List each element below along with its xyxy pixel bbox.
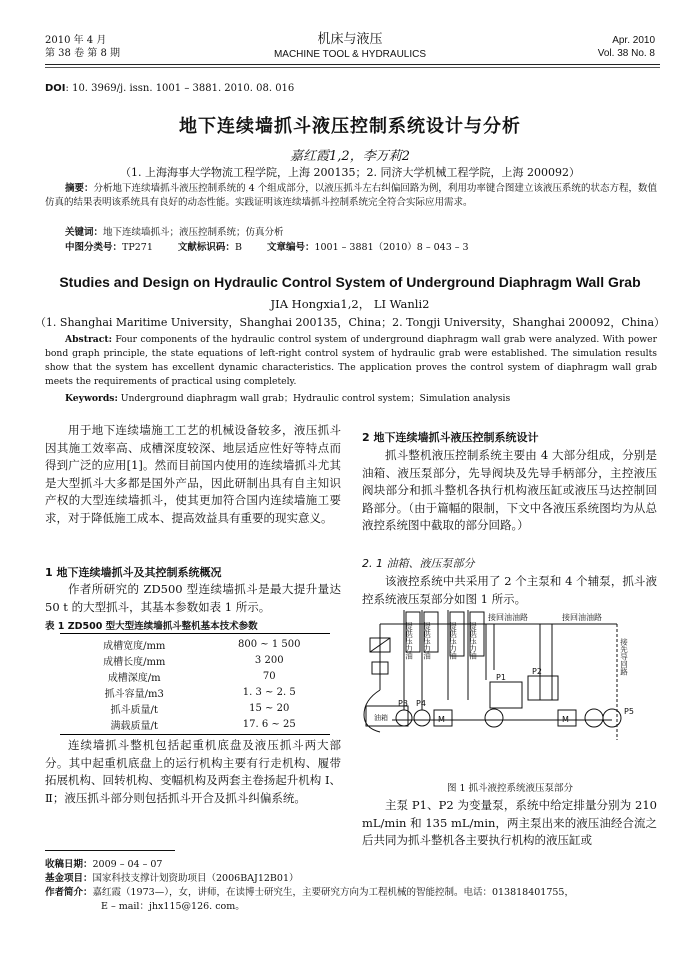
figure-1-caption: 图 1 抓斗液控系统液压泵部分 bbox=[446, 783, 574, 794]
footnote bbox=[45, 858, 660, 914]
table-cell-value: 15 ~ 20 bbox=[249, 702, 290, 714]
header-month-en: Apr. 2010 bbox=[612, 35, 655, 46]
received-label: 收稿日期： bbox=[45, 859, 93, 870]
fig-label-tank: 油箱 bbox=[374, 714, 388, 722]
abstract-en-text: Four components of the hydraulic control system of underground diaphragm wall grab were analyzed. With power bond graph principle, the state equations of left-right control system of hydraulic grab were established. The simulation results show that the system has excellent dynamic characteristics. The application proves the control system of diaphragm wall grab meets the requirements of practical using completely. bbox=[45, 334, 657, 387]
table-row bbox=[60, 716, 330, 732]
fig-label-supply-2: 提供压力油 bbox=[422, 622, 432, 660]
abstract-en-label: Abstract: bbox=[65, 334, 112, 345]
title-cn: 地下连续墙抓斗液压控制系统设计与分析 bbox=[179, 116, 521, 137]
table-row bbox=[60, 636, 330, 652]
header-volume-en: Vol. 38 No. 8 bbox=[597, 48, 655, 59]
affiliation-cn: （1. 上海海事大学物流工程学院，上海 200135；2. 同济大学机械工程学院，上海 200092） bbox=[120, 166, 580, 179]
header-date: 2010 年 4 月 bbox=[45, 35, 107, 46]
fig-label-return-2: 接回油油路 bbox=[562, 613, 602, 622]
table-cell-param: 抓斗质量/t bbox=[110, 704, 158, 716]
pump-p3-symbol bbox=[396, 710, 412, 726]
author-bio-label: 作者简介： bbox=[45, 887, 93, 898]
fig-label-p1: P1 bbox=[496, 673, 506, 682]
fig-label-p4: P4 bbox=[416, 699, 426, 708]
fig-motor-label-2: M bbox=[562, 715, 569, 724]
pump-p5-symbol bbox=[585, 709, 603, 727]
fig-label-pilot: 接先导回路 bbox=[619, 638, 629, 676]
abstract-cn-text: 分析地下连续墙抓斗液压控制系统的 4 个组成部分，以液压抓斗左右纠偏回路为例，利用功率键合图建立该液压系统的状态方程，数值仿真的结果表明该系统具有良好的动态性能。实践证明该连续墙抓斗控制系统完全符合实际应用需求。 bbox=[45, 183, 657, 208]
header-right bbox=[598, 34, 655, 60]
section-2-1-heading: 2. 1 油箱、液压泵部分 bbox=[362, 557, 475, 570]
left-para-3: 连续墙抓斗整机包括起重机底盘及液压抓斗两大部分。其中起重机底盘上的运行机构主要有行走机构、履带拓展机构、回转机构、变幅机构及两套主卷扬起升机构 Ⅰ、Ⅱ；液压抓斗部分则包括抓斗开合及抓斗纠偏系统。 bbox=[45, 738, 341, 805]
fig-label-supply-3: 提供压力油 bbox=[448, 622, 458, 660]
abstract-cn bbox=[45, 182, 657, 210]
article-no-value: 1001 – 3881（2010）8 – 043 – 3 bbox=[314, 242, 469, 253]
fig-label-return-1: 接回油油路 bbox=[488, 613, 528, 622]
fig-motor-label-1: M bbox=[438, 715, 445, 724]
pump-p1-symbol bbox=[485, 709, 503, 727]
fig-label-supply-4: 提供压力油 bbox=[468, 622, 478, 660]
pump-group-p1 bbox=[490, 682, 522, 708]
journal-name-en: MACHINE TOOL & HYDRAULICS bbox=[273, 49, 427, 60]
header-rule-thin bbox=[45, 67, 660, 68]
right-para-2: 该液控系统中共采用了 2 个主泵和 4 个辅泵，抓斗液控系统液压泵部分如图 1 所示。 bbox=[362, 574, 657, 606]
header-center bbox=[0, 32, 700, 61]
fund-label: 基金项目： bbox=[45, 873, 93, 884]
author-bio-text: 嘉红霞（1973—），女，讲师，在读博士研究生，主要研究方向为工程机械的智能控制。电话：013818401755， bbox=[92, 887, 574, 898]
right-para-1: 抓斗整机液压控制系统主要由 4 大部分组成，分别是油箱、液压泵部分，先导阀块及先导手柄部分，主控液压阀块部分和抓斗整机各执行机构液压缸或液压马达控制回路部分。（由于篇幅的限制，下文中各液压系统图均为从总液控系统图中截取的部分回路。） bbox=[362, 448, 657, 533]
received-line bbox=[45, 858, 660, 872]
keywords-cn bbox=[65, 226, 284, 240]
article-no-label: 文章编号： bbox=[266, 242, 315, 253]
table-cell-value: 17. 6 ~ 25 bbox=[242, 718, 296, 730]
header-volume: 第 38 卷 第 8 期 bbox=[45, 48, 120, 59]
keywords-cn-text: 地下连续墙抓斗；液压控制系统；仿真分析 bbox=[103, 227, 284, 238]
clc-value: TP271 bbox=[122, 242, 153, 253]
doi-label: DOI bbox=[45, 83, 66, 94]
table-cell-value: 1. 3 ~ 2. 5 bbox=[242, 686, 296, 698]
title-en: Studies and Design on Hydraulic Control System of Underground Diaphragm Wall Grab bbox=[59, 274, 641, 290]
abstract-en bbox=[45, 333, 657, 389]
section-2-heading: 2 地下连续墙抓斗液压控制系统设计 bbox=[362, 431, 539, 444]
left-para-2: 作者所研究的 ZD500 型连续墙抓斗是最大提升量达 50 t 的大型抓斗，其基本参数如表 1 所示。 bbox=[45, 582, 341, 614]
doi-value: : 10. 3969/j. issn. 1001 – 3881. 2010. 08. 016 bbox=[65, 83, 295, 94]
pump-group-p2 bbox=[528, 676, 558, 700]
pump-p4-symbol bbox=[414, 710, 430, 726]
fig-label-p2: P2 bbox=[532, 667, 542, 676]
received-date: 2009 – 04 – 07 bbox=[92, 859, 163, 870]
fund-text: 国家科技支撑计划资助项目（2006BAJ12B01） bbox=[92, 873, 299, 884]
table-row bbox=[60, 684, 330, 700]
table-cell-param: 抓斗容量/m3 bbox=[104, 688, 164, 700]
fig-label-p3: P3 bbox=[398, 699, 408, 708]
table-cell-param: 成槽深度/m bbox=[107, 672, 161, 684]
email-line: E – mail：jhx115@126. com。 bbox=[101, 901, 245, 912]
table-1 bbox=[60, 633, 330, 735]
table-cell-value: 3 200 bbox=[254, 654, 284, 666]
keywords-en-text: Underground diaphragm wall grab；Hydraulic control system；Simulation analysis bbox=[117, 393, 511, 404]
keywords-en-label: Keywords: bbox=[65, 393, 118, 404]
classification-line bbox=[65, 241, 469, 255]
fig-label-p5: P5 bbox=[624, 707, 634, 716]
keywords-cn-label: 关键词： bbox=[65, 227, 104, 238]
journal-name-cn: 机床与液压 bbox=[317, 32, 383, 47]
header-rule bbox=[45, 64, 660, 65]
left-para-1: 用于地下连续墙施工工艺的机械设备较多，液压抓斗因其施工效率高、成槽深度较深、地层适应性好等特点而得到广泛的应用[1]。然而目前国内使用的连续墙抓斗尤其是大型抓斗大多都是国外产品，因此研制出具有自主知识产权的大型连续墙抓斗，使其更加符合国内连续墙施工要求，对于降低施工成本、提高效益具有重要的现实意义。 bbox=[45, 423, 341, 525]
affiliation-en: （1. Shanghai Maritime University，Shanghai 200135，China；2. Tongji University，Shanghai 200092，China） bbox=[34, 316, 666, 329]
table-row bbox=[60, 652, 330, 668]
pump-p5b-symbol bbox=[603, 709, 621, 727]
doi-line bbox=[45, 83, 294, 94]
authors-en: JIA Hongxia1,2， LI Wanli2 bbox=[270, 297, 430, 311]
clc-label: 中图分类号： bbox=[65, 242, 123, 253]
table-row bbox=[60, 668, 330, 684]
table-cell-param: 满载质量/t bbox=[110, 720, 158, 732]
abstract-cn-label: 摘要： bbox=[65, 183, 94, 194]
doc-code-value: B bbox=[234, 242, 242, 253]
table-row bbox=[60, 700, 330, 716]
keywords-en bbox=[65, 392, 510, 406]
fig-label-supply-1: 提供压力油 bbox=[404, 622, 414, 660]
table-cell-value: 70 bbox=[262, 670, 276, 682]
footnote-rule bbox=[45, 850, 175, 851]
section-1-heading: 1 地下连续墙抓斗及其控制系统概况 bbox=[45, 566, 222, 579]
table-1-body bbox=[60, 636, 330, 732]
authors-cn: 嘉红霞1,2，李万莉2 bbox=[290, 149, 410, 164]
doc-code-label: 文献标识码： bbox=[177, 242, 235, 253]
table-1-caption: 表 1 ZD500 型大型连续墙抓斗整机基本技术参数 bbox=[45, 621, 258, 632]
right-para-3: 主泵 P1、P2 为变量泵，系统中给定排量分别为 210 mL/min 和 135 mL/min，两主泵出来的液压油经合流之后共同为抓斗整机各主要执行机构的液压缸或 bbox=[362, 798, 657, 848]
table-cell-value: 800 ~ 1 500 bbox=[238, 638, 301, 650]
table-cell-param: 成槽宽度/mm bbox=[103, 640, 166, 652]
table-cell-param: 成槽长度/mm bbox=[103, 656, 166, 668]
author-line bbox=[45, 886, 660, 900]
figure-1-hydraulic-pump-diagram bbox=[362, 610, 660, 760]
fund-line bbox=[45, 872, 660, 886]
